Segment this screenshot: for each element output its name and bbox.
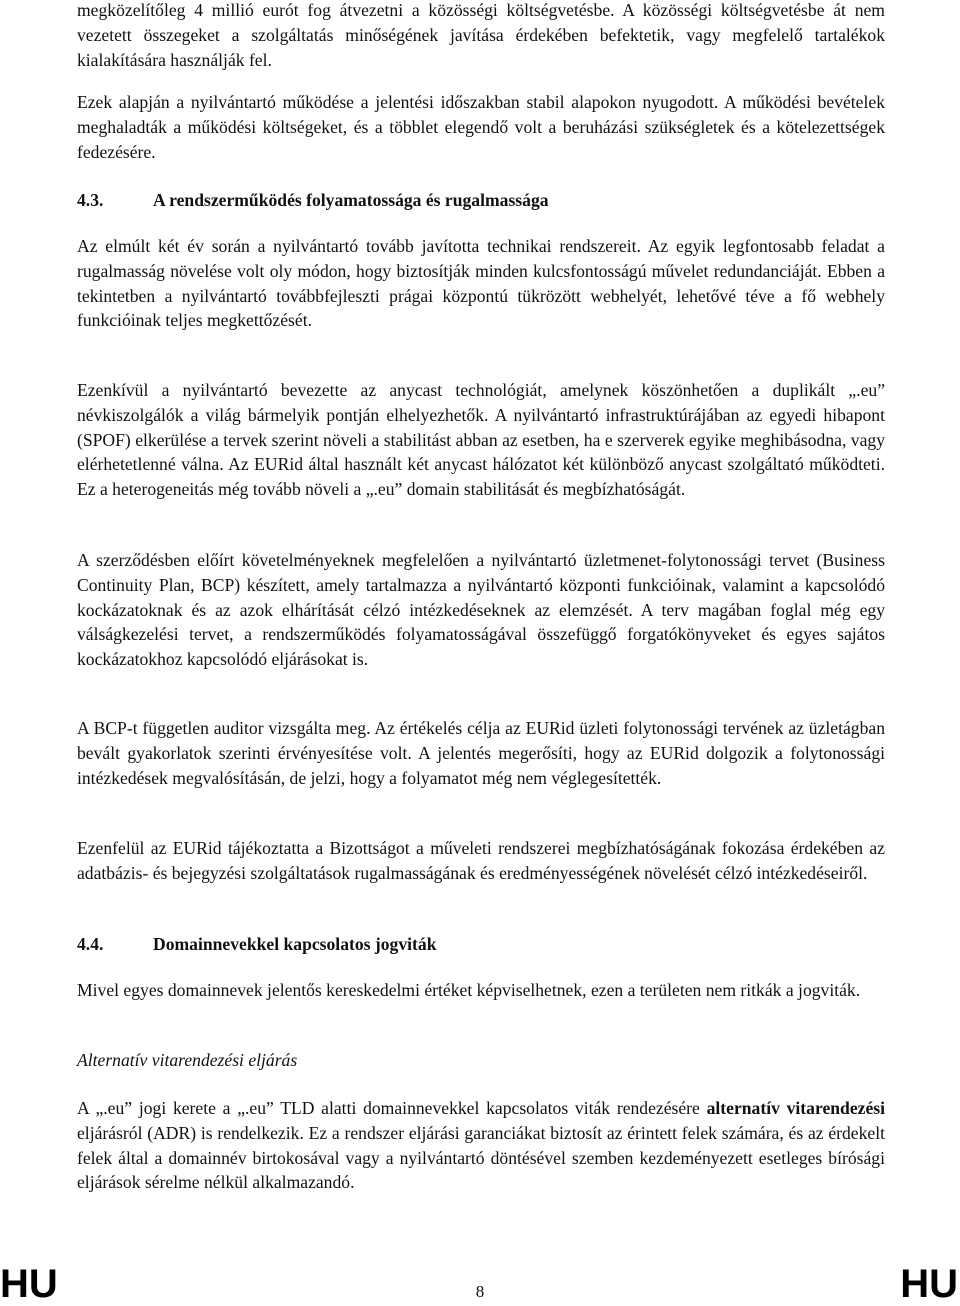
- paragraph-text: Mivel egyes domainnevek jelentős kereskedelmi értéket képviselhetnek, ezen a területen nem ritkák a jogviták.: [77, 980, 861, 1000]
- paragraph-text: A szerződésben előírt követelményeknek megfelelően a nyilvántartó üzletmenet-folytonossági tervet (Business Continuity Plan, BCP) készített, amely tartalmazza a nyilvántartó központi funkcióinak, valamint a kapcsolódó kockázatoknak és az azok elhárítását célzó intézkedéseknek az elemzését. A terv magában foglal még egy válságkezelési tervet, a rendszerműködés folyamatosságával összefüggő forgatókönyveket és egyes sajátos kockázatokhoz kapcsolódó eljárásokat is.: [77, 550, 885, 670]
- section-number: 4.3.: [77, 190, 104, 210]
- paragraph-text: A BCP-t független auditor vizsgálta meg. Az értékelés célja az EURid üzleti folytonossági tervének az üzletágban bevált gyakorlatok szerinti érvényesítése volt. A jelentés megerősíti, hogy az EURid dolgozik a folytonossági intézkedések megvalósításán, de jelzi, hogy a folyamatot még nem véglegesítették.: [77, 718, 885, 788]
- paragraph-operations: [77, 90, 885, 164]
- adr-bold-term: alternatív vitarendezési: [706, 1098, 885, 1118]
- subheading-adr: [77, 1048, 885, 1073]
- paragraph-text: megközelítőleg 4 millió eurót fog átvezetni a közösségi költségvetésbe. A közösségi költségvetésbe át nem vezetett összegeket a szolgáltatás minőségének javítása érdekében befektetik, vagy megfelelő tartalékok kialakítására használják fel.: [77, 0, 885, 70]
- section-heading-4-3: [77, 188, 885, 213]
- language-code-right: HU: [900, 1262, 958, 1306]
- paragraph-text: Ezek alapján a nyilvántartó működése a jelentési időszakban stabil alapokon nyugodott. A működési bevételek meghaladták a működési költségeket, és a többlet elegendő volt a beruházási szükségletek és a kötelezettségek fedezésére.: [77, 92, 885, 162]
- section-heading-4-4: [77, 932, 885, 957]
- paragraph-text: [77, 1096, 885, 1195]
- paragraph-text: Ezenfelül az EURid tájékoztatta a Bizottságot a műveleti rendszerei megbízhatóságának fokozása érdekében az adatbázis- és bejegyzési szolgáltatások rugalmasságának és eredményességének növelését célzó intézkedéseiről.: [77, 838, 885, 883]
- paragraph-text: Az elmúlt két év során a nyilvántartó tovább javította technikai rendszereit. Az egyik legfontosabb feladat a rugalmasság növelése volt oly módon, hogy biztosítják minden kulcsfontosságú művelet redundanciáját. Ebben a tekintetben a nyilvántartó továbbfejleszti prágai központú tükrözött webhelyét, lehetővé téve a fő webhely funkcióinak teljes megkettőzését.: [77, 236, 885, 331]
- paragraph-text: Ezenkívül a nyilvántartó bevezette az anycast technológiát, amelynek köszönhetően a duplikált „.eu” névkiszolgálók a világ bármelyik pontján elhelyezhetők. A nyilvántartó infrastruktúrájában az egyedi hibapont (SPOF) elkerülése a tervek szerint növeli a stabilitást abban az esetben, ha e szerverek egyike meghibásodna, vagy elérhetetlenné válna. Az EURid által használt két anycast hálózatot két különböző anycast szolgáltató működteti. Ez a heterogeneitás még tovább növeli a „.eu” domain stabilitását és megbízhatóságát.: [77, 380, 885, 500]
- paragraph-adr: [77, 1096, 885, 1195]
- paragraph-budget: [77, 0, 885, 72]
- paragraph-anycast: [77, 378, 885, 502]
- subheading-text: Alternatív vitarendezési eljárás: [77, 1050, 298, 1070]
- paragraph-technical-systems: [77, 234, 885, 333]
- language-code-left: HU: [0, 1262, 58, 1306]
- paragraph-disputes: [77, 978, 885, 1003]
- section-number: 4.4.: [77, 934, 104, 954]
- section-title: A rendszerműködés folyamatossága és rugalmassága: [153, 190, 549, 210]
- section-title: Domainnevekkel kapcsolatos jogviták: [153, 934, 437, 954]
- paragraph-reliability: [77, 836, 885, 886]
- paragraph-audit: [77, 716, 885, 790]
- adr-text-start: A „.eu” jogi kerete a „.eu” TLD alatti domainnevekkel kapcsolatos viták rendezésére: [77, 1098, 707, 1118]
- paragraph-bcp: [77, 548, 885, 672]
- adr-text-end: eljárásról (ADR) is rendelkezik. Ez a rendszer eljárási garanciákat biztosít az érintett felek számára, és az érdekelt felek által a domainnév birtokosával vagy a nyilvántartó döntésével szemben kezdeményezett esetleges bírósági eljárások sérelme nélkül alkalmazandó.: [77, 1122, 885, 1193]
- page-number: 8: [475, 1282, 485, 1301]
